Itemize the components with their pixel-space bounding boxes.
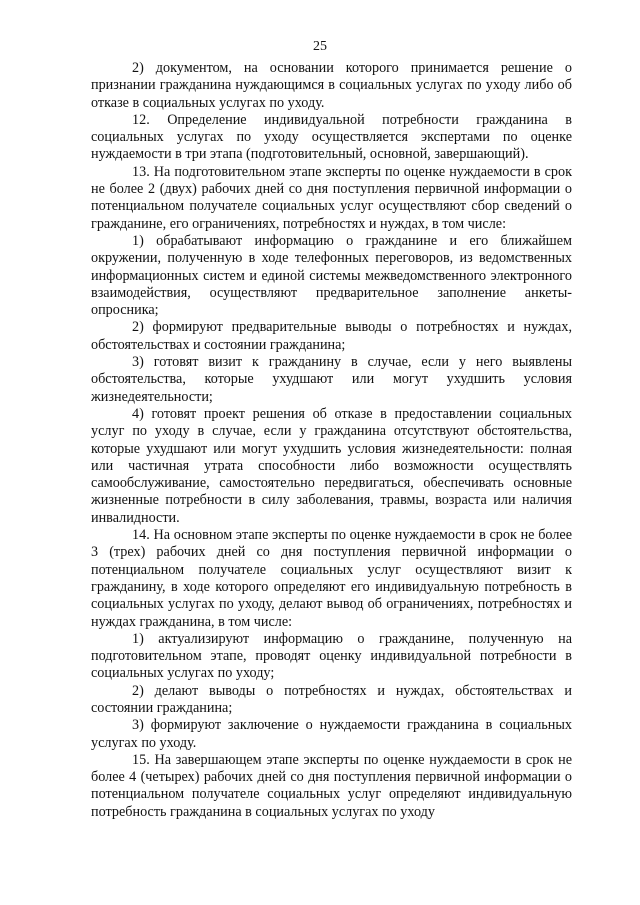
paragraph-13-item-4: 4) готовят проект решения об отказе в предоставлении социальных услуг по уходу в случае, если у гражданина отсутствуют обстоятельства, которые ухудшают или могут ухудшить условия жизнедеятельности: полная или частичная утрата способности либо возможности осуществлять самообслуживание, самостоятельно передвигаться, обеспечивать основные жизненные потребности в силу заболевания, травмы, возраста или наличия инвалидности. — [91, 405, 572, 526]
paragraph-13-item-1: 1) обрабатывают информацию о гражданине и его ближайшем окружении, полученную в ходе телефонных переговоров, из ведомственных информационных систем и единой системы межведомственного электронного взаимодействия, осуществляют предварительное заполнение анкеты-опросника; — [91, 232, 572, 319]
paragraph-12: 12. Определение индивидуальной потребности гражданина в социальных услугах по уходу осуществляется экспертами по оценке нуждаемости в три этапа (подготовительный, основной, завершающий). — [91, 111, 572, 163]
paragraph-15: 15. На завершающем этапе эксперты по оценке нуждаемости в срок не более 4 (четырех) рабочих дней со дня поступления первичной информации о потенциальном получателе социальных услуг определяют индивидуальную потребность гражданина в социальных услугах по уходу — [91, 751, 572, 820]
paragraph-13-item-2: 2) формируют предварительные выводы о потребностях и нуждах, обстоятельствах и состоянии гражданина; — [91, 319, 572, 353]
paragraph-14-item-1: 1) актуализируют информацию о гражданине, полученную на подготовительном этапе, проводят оценку индивидуальной потребности в социальных услугах по уходу; — [91, 630, 572, 682]
paragraph-14-item-2: 2) делают выводы о потребностях и нуждах, обстоятельствах и состоянии гражданина; — [91, 682, 572, 716]
document-body — [91, 60, 572, 821]
paragraph-13-item-3: 3) готовят визит к гражданину в случае, если у него выявлены обстоятельства, которые ухудшают или могут ухудшить условия жизнедеятельности; — [91, 354, 572, 405]
paragraph-13: 13. На подготовительном этапе эксперты по оценке нуждаемости в срок не более 2 (двух) рабочих дней со дня поступления первичной информации о потенциальном получателе социальных услуг осуществляют сбор сведений о гражданине, его ограничениях, потребностях и нуждах, в том числе: — [91, 163, 572, 232]
paragraph-subitem-2-document: 2) документом, на основании которого принимается решение о признании гражданина нуждающимся в социальных услугах по уходу либо об отказе в социальных услугах по уходу. — [91, 60, 572, 111]
paragraph-14: 14. На основном этапе эксперты по оценке нуждаемости в срок не более 3 (трех) рабочих дней со дня поступления первичной информации о потенциальном получателе социальных услуг осуществляют визит к гражданину, в ходе которого определяют его индивидуальную потребность в социальных услугах по уходу, делают вывод об ограничениях, потребностях и нуждах гражданина, в том числе: — [91, 527, 572, 630]
page-number: 25 — [313, 39, 327, 54]
paragraph-14-item-3: 3) формируют заключение о нуждаемости гражданина в социальных услугах по уходу. — [91, 717, 572, 751]
